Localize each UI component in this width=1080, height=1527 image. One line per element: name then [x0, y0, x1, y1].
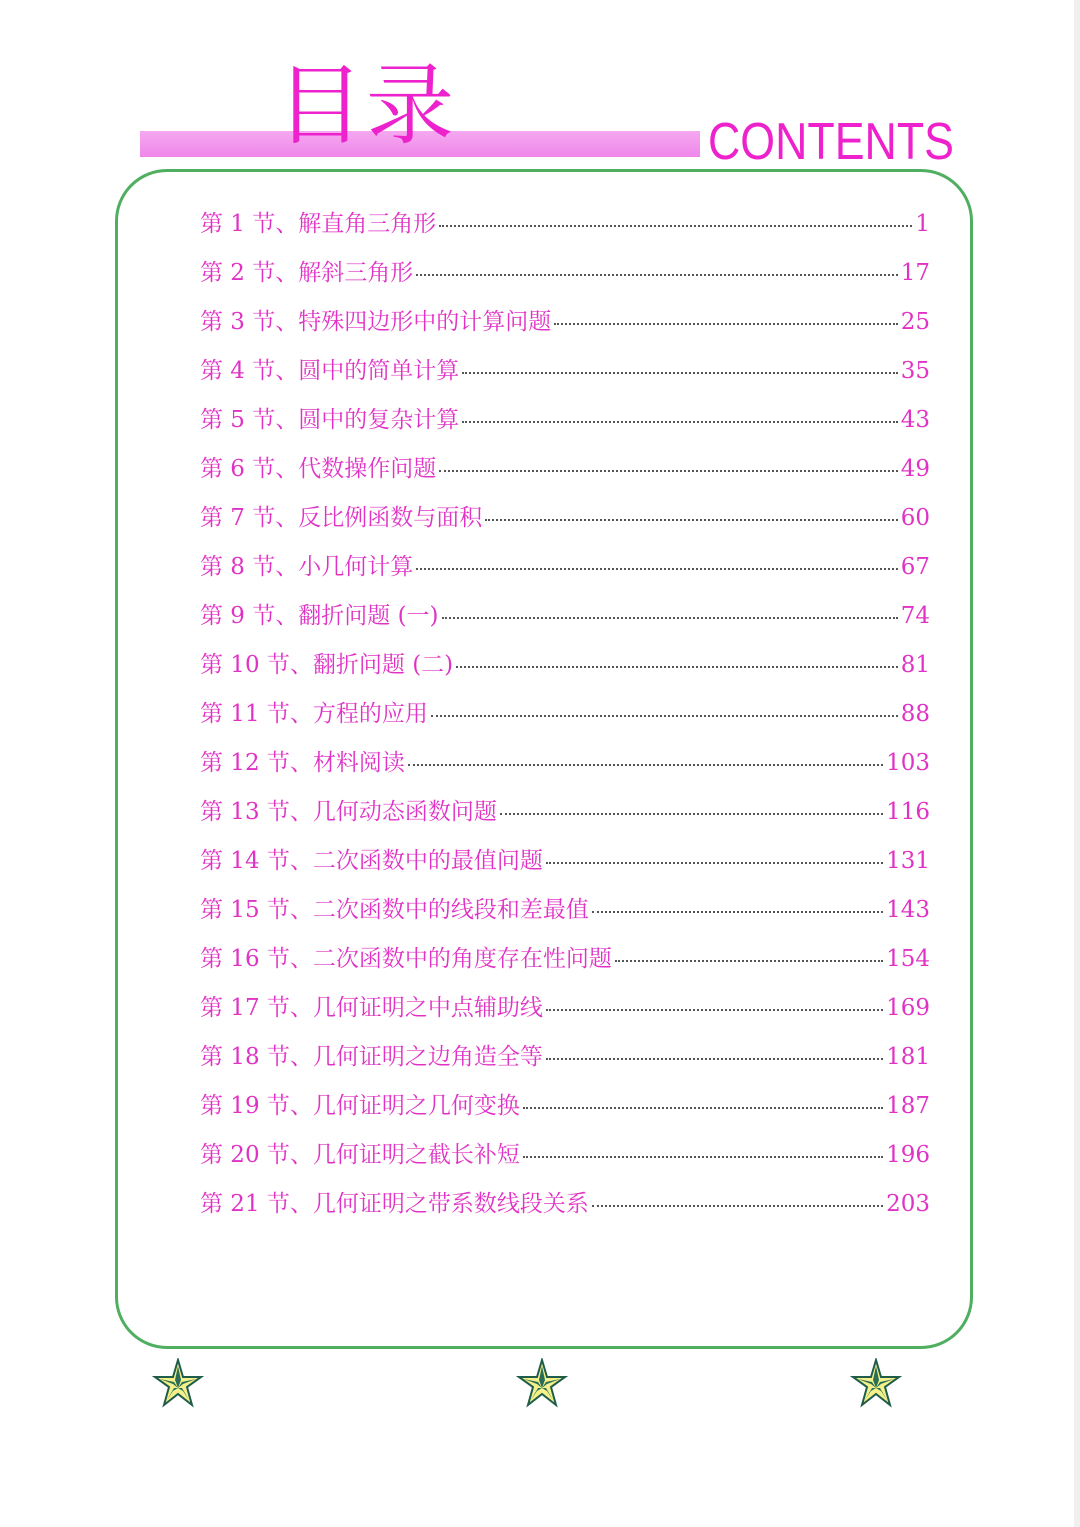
toc-entry-title: 第 6 节、代数操作问题 [200, 456, 437, 482]
toc-entry[interactable] [200, 547, 930, 596]
toc-entry-page: 131 [886, 848, 930, 874]
toc-entry[interactable] [200, 253, 930, 302]
toc-entry-title: 第 9 节、翻折问题 (一) [200, 603, 439, 629]
star-icon [152, 1358, 204, 1410]
toc-entry-page: 67 [900, 554, 930, 580]
toc-entry-title: 第 18 节、几何证明之边角造全等 [200, 1044, 543, 1070]
toc-entry[interactable] [200, 204, 930, 253]
toc-entry[interactable] [200, 694, 930, 743]
toc-entry[interactable] [200, 743, 930, 792]
toc-entry-title: 第 20 节、几何证明之截长补短 [200, 1142, 520, 1168]
toc-entry[interactable] [200, 1135, 930, 1184]
toc-entry[interactable] [200, 449, 930, 498]
dot-leader [439, 468, 897, 472]
toc-entry[interactable] [200, 302, 930, 351]
toc-entry[interactable] [200, 792, 930, 841]
toc-list [200, 204, 930, 1233]
toc-entry-title: 第 15 节、二次函数中的线段和差最值 [200, 897, 589, 923]
dot-leader [592, 909, 883, 913]
toc-entry-page: 154 [886, 946, 930, 972]
toc-entry-page: 74 [900, 603, 930, 629]
page-title: 目录 [276, 54, 457, 157]
toc-entry-title: 第 19 节、几何证明之几何变换 [200, 1093, 520, 1119]
toc-entry[interactable] [200, 596, 930, 645]
toc-entry-page: 17 [900, 260, 930, 286]
page-edge [1074, 0, 1080, 1527]
dot-leader [408, 762, 883, 766]
toc-entry-title: 第 11 节、方程的应用 [200, 701, 428, 727]
toc-entry-title: 第 2 节、解斜三角形 [200, 260, 414, 286]
toc-entry-title: 第 17 节、几何证明之中点辅助线 [200, 995, 543, 1021]
toc-entry-title: 第 3 节、特殊四边形中的计算问题 [200, 309, 552, 335]
dot-leader [615, 958, 883, 962]
toc-entry-page: 187 [886, 1093, 930, 1119]
toc-entry-title: 第 8 节、小几何计算 [200, 554, 414, 580]
toc-entry[interactable] [200, 890, 930, 939]
dot-leader [442, 615, 898, 619]
dot-leader [554, 321, 897, 325]
dot-leader [592, 1203, 883, 1207]
dot-leader [462, 370, 897, 374]
toc-entry-page: 103 [886, 750, 930, 776]
toc-entry-page: 169 [886, 995, 930, 1021]
toc-entry-page: 196 [886, 1142, 930, 1168]
toc-entry-title: 第 7 节、反比例函数与面积 [200, 505, 483, 531]
dot-leader [456, 664, 898, 668]
toc-entry-title: 第 5 节、圆中的复杂计算 [200, 407, 460, 433]
toc-entry[interactable] [200, 1037, 930, 1086]
toc-entry[interactable] [200, 841, 930, 890]
toc-entry[interactable] [200, 645, 930, 694]
toc-entry-page: 25 [900, 309, 930, 335]
toc-entry-page: 143 [886, 897, 930, 923]
toc-entry-title: 第 1 节、解直角三角形 [200, 211, 437, 237]
toc-entry-page: 60 [900, 505, 930, 531]
toc-entry-page: 88 [900, 701, 930, 727]
toc-entry-title: 第 16 节、二次函数中的角度存在性问题 [200, 946, 612, 972]
toc-entry-page: 181 [886, 1044, 930, 1070]
toc-entry-page: 203 [886, 1191, 930, 1217]
toc-entry-title: 第 12 节、材料阅读 [200, 750, 405, 776]
dot-leader [485, 517, 897, 521]
toc-entry[interactable] [200, 498, 930, 547]
dot-leader [500, 811, 883, 815]
page-title-english: CONTENTS [708, 113, 954, 171]
toc-entry[interactable] [200, 400, 930, 449]
toc-entry-page: 116 [886, 799, 930, 825]
toc-entry-title: 第 21 节、几何证明之带系数线段关系 [200, 1191, 589, 1217]
dot-leader [416, 566, 897, 570]
toc-entry[interactable] [200, 351, 930, 400]
dot-leader [523, 1105, 883, 1109]
toc-entry-title: 第 14 节、二次函数中的最值问题 [200, 848, 543, 874]
toc-entry-page: 49 [900, 456, 930, 482]
toc-entry-page: 81 [900, 652, 930, 678]
dot-leader [439, 223, 912, 227]
toc-entry-title: 第 10 节、翻折问题 (二) [200, 652, 454, 678]
toc-entry[interactable] [200, 1086, 930, 1135]
star-icon [850, 1358, 902, 1410]
dot-leader [523, 1154, 883, 1158]
toc-entry[interactable] [200, 1184, 930, 1233]
dot-leader [462, 419, 897, 423]
dot-leader [546, 1007, 883, 1011]
toc-entry-page: 1 [915, 211, 930, 237]
star-icon [516, 1358, 568, 1410]
dot-leader [416, 272, 897, 276]
toc-entry-title: 第 13 节、几何动态函数问题 [200, 799, 497, 825]
dot-leader [546, 860, 883, 864]
toc-entry[interactable] [200, 939, 930, 988]
dot-leader [431, 713, 898, 717]
toc-entry-page: 35 [900, 358, 930, 384]
toc-entry-title: 第 4 节、圆中的简单计算 [200, 358, 460, 384]
dot-leader [546, 1056, 883, 1060]
toc-entry[interactable] [200, 988, 930, 1037]
toc-entry-page: 43 [900, 407, 930, 433]
